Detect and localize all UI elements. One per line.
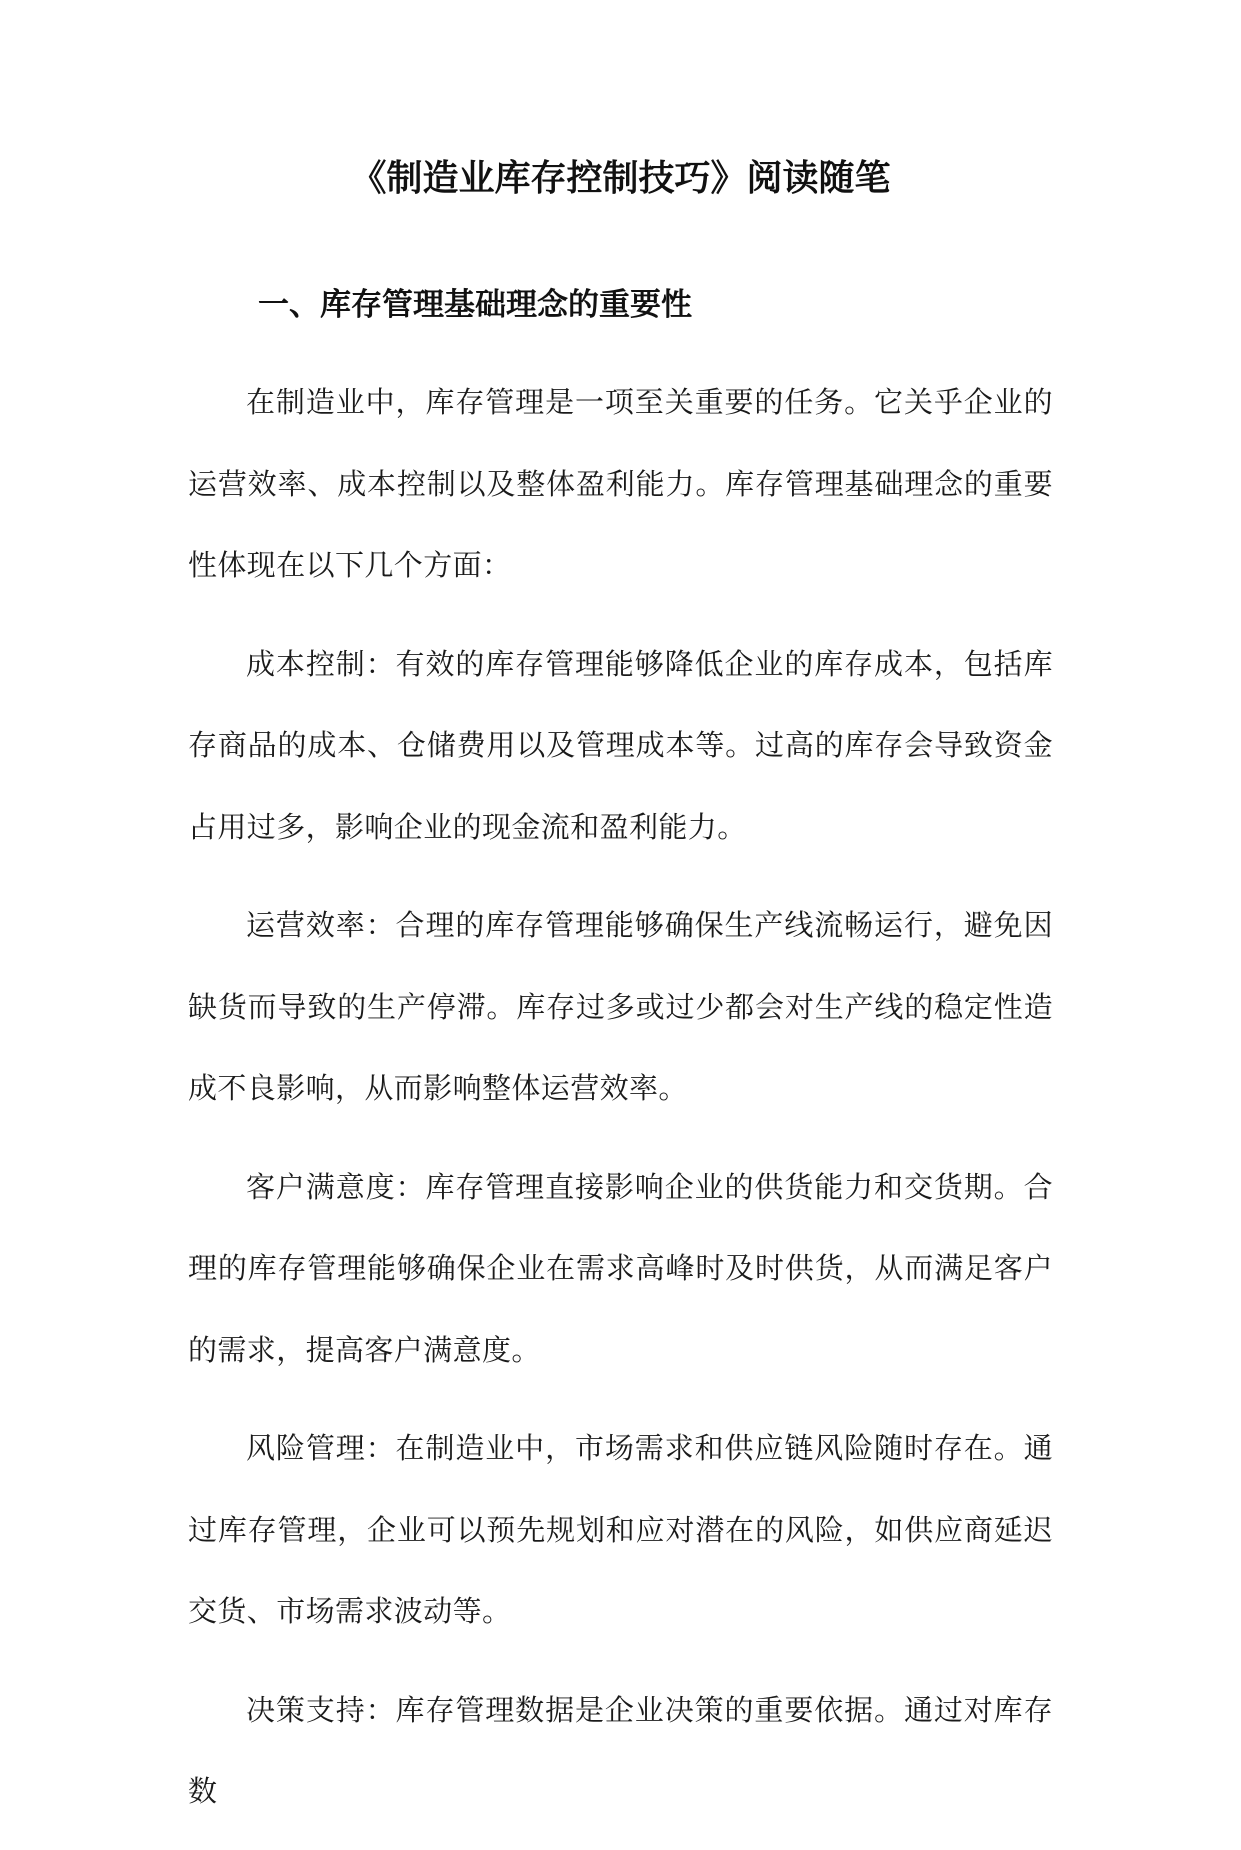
section-heading: 一、库存管理基础理念的重要性 <box>258 287 692 323</box>
paragraph-decision-support: 决策支持：库存管理数据是企业决策的重要依据。通过对库存数 <box>188 1692 1053 1808</box>
paragraph-risk-management: 风险管理：在制造业中，市场需求和供应链风险随时存在。通过库存管理，企业可以预先规划和应对潜在的风险，如供应商延迟交货、市场需求波动等。 <box>188 1431 1053 1628</box>
document-title: 《制造业库存控制技巧》阅读随笔 <box>350 157 891 199</box>
paragraph-cost-control: 成本控制：有效的库存管理能够降低企业的库存成本，包括库存商品的成本、仓储费用以及管理成本等。过高的库存会导致资金占用过多，影响企业的现金流和盈利能力。 <box>188 646 1053 844</box>
paragraph-customer-satisfaction: 客户满意度：库存管理直接影响企业的供货能力和交货期。合理的库存管理能够确保企业在需求高峰时及时供货，从而满足客户的需求，提高客户满意度。 <box>188 1169 1053 1367</box>
section-body <box>188 362 1053 1850</box>
paragraph-intro: 在制造业中，库存管理是一项至关重要的任务。它关乎企业的运营效率、成本控制以及整体盈利能力。库存管理基础理念的重要性体现在以下几个方面： <box>188 385 1053 582</box>
paragraph-operational-efficiency: 运营效率：合理的库存管理能够确保生产线流畅运行，避免因缺货而导致的生产停滞。库存过多或过少都会对生产线的稳定性造成不良影响，从而影响整体运营效率。 <box>188 908 1053 1105</box>
